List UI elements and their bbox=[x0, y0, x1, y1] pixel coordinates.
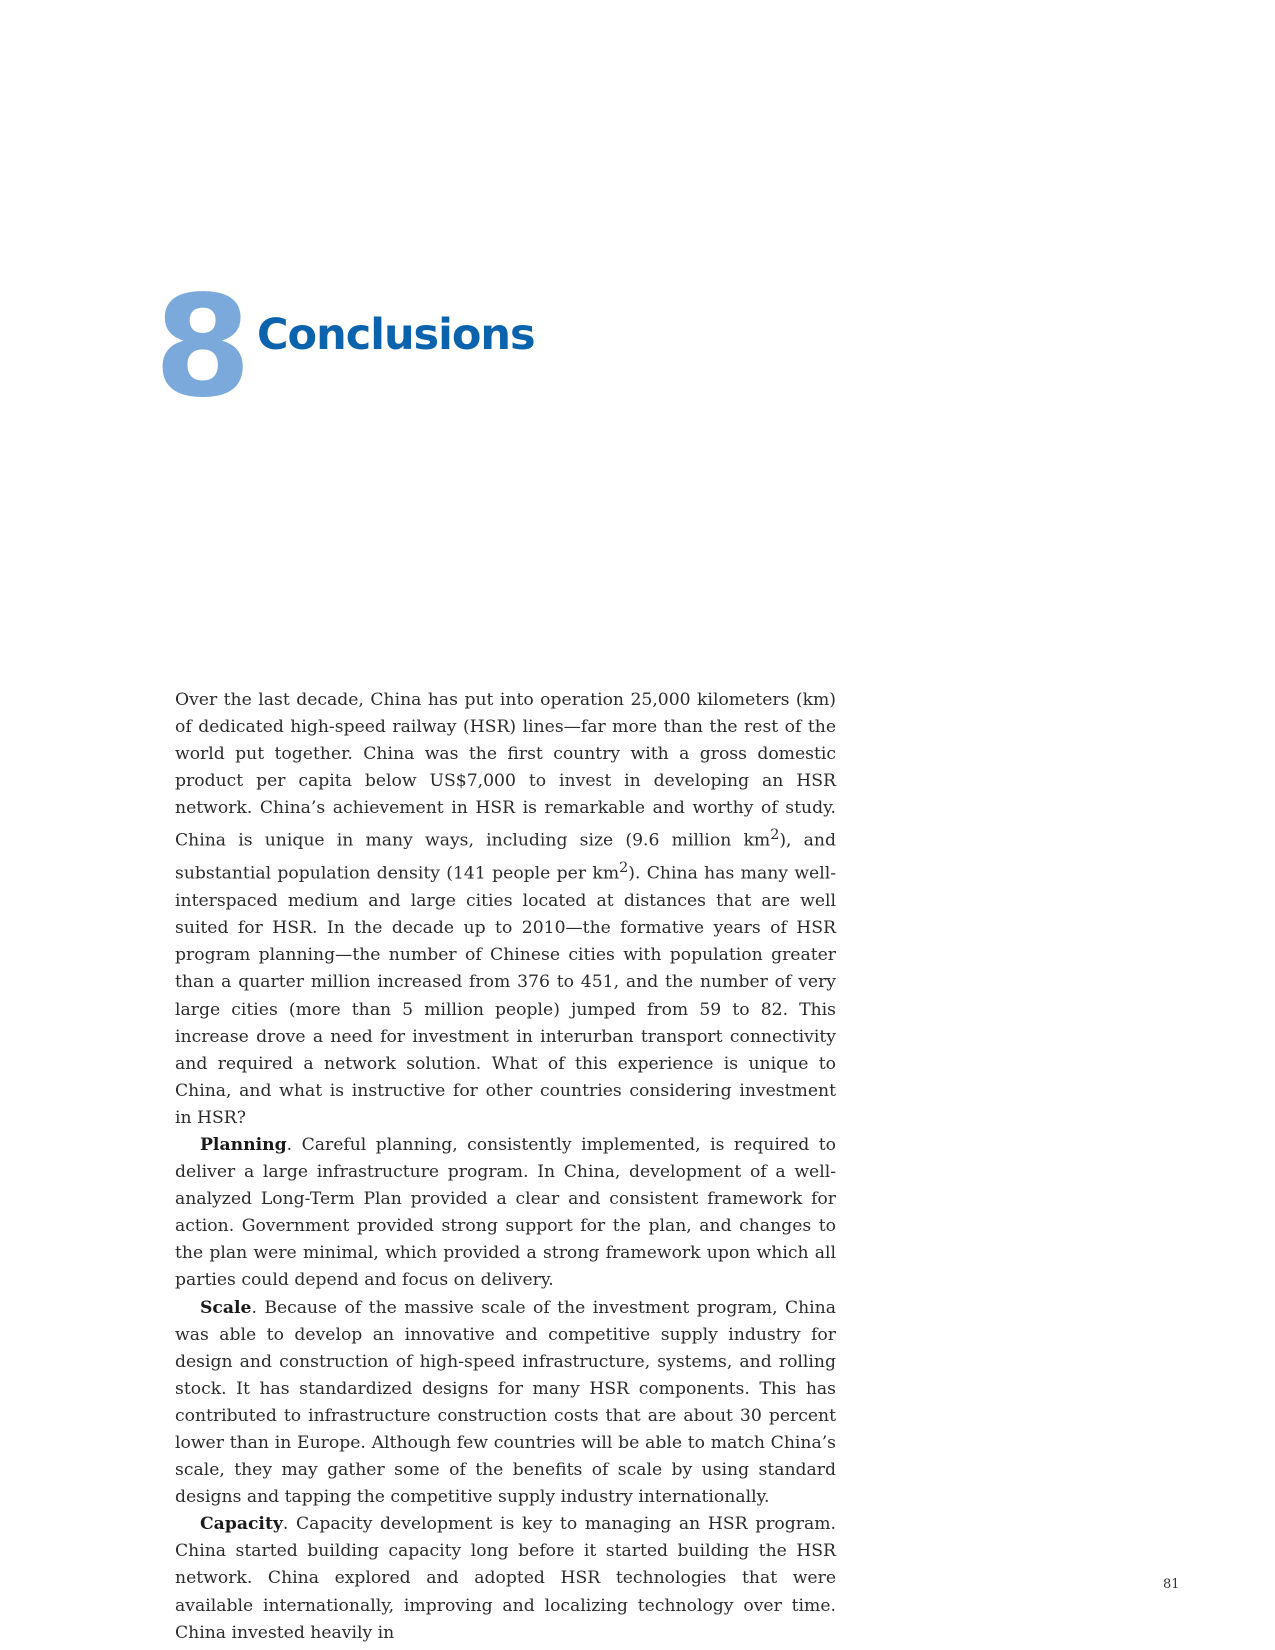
capacity-heading: Capacity bbox=[200, 1514, 283, 1535]
intro-text-part2: ), and substantial population density (141 people per km bbox=[175, 831, 836, 885]
planning-heading: Planning bbox=[200, 1134, 287, 1155]
scale-heading: Scale bbox=[200, 1297, 252, 1318]
superscript-2: 2 bbox=[770, 827, 780, 844]
intro-text-part1: Over the last decade, China has put into operation 25,000 kilometers (km) of dedicated high-speed railway (HSR) lines—far more than the rest of the world put together. China was the first country with a gross domestic product per capita below US$7,000 to invest in developing an HSR network. China’s achievement in HSR is remarkable and worthy of study. China is unique in many ways, including size (9.6 million km bbox=[175, 690, 836, 852]
intro-text-part3: ). China has many well-interspaced medium and large cities located at distances that are well suited for HSR. In the decade up to 2010—the formative years of HSR program planning—the number of Chinese cities with population greater than a quarter million increased from 376 to 451, and the number of very large cities (more than 5 million people) jumped from 59 to 82. This increase drove a need for investment in interurban transport connectivity and required a network solution. What of this experience is unique to China, and what is instructive for other countries considering investment in HSR? bbox=[175, 864, 836, 1128]
superscript-2: 2 bbox=[619, 860, 629, 877]
planning-paragraph bbox=[175, 1132, 836, 1295]
capacity-text: . Capacity development is key to managing an HSR program. China started building capacity long before it started building the HSR network. China explored and adopted HSR technologies that were available internationally, improving and localizing technology over time. China invested heavily in bbox=[175, 1514, 836, 1643]
page-number: 81 bbox=[1163, 1577, 1180, 1592]
capacity-paragraph bbox=[175, 1511, 836, 1646]
chapter-title: Conclusions bbox=[257, 310, 535, 360]
scale-text: . Because of the massive scale of the investment program, China was able to develop an innovative and competitive supply industry for design and construction of high-speed infrastructure, systems, and rolling stock. It has standardized designs for many HSR components. This has contributed to infrastructure construction costs that are about 30 percent lower than in Europe. Although few countries will be able to match China’s scale, they may gather some of the benefits of scale by using standard designs and tapping the competitive supply industry internationally. bbox=[175, 1297, 836, 1508]
scale-paragraph bbox=[175, 1295, 836, 1512]
planning-text: . Careful planning, consistently implemented, is required to deliver a large infrastructure program. In China, development of a well-analyzed Long-Term Plan provided a clear and consistent framework for action. Government provided strong support for the plan, and changes to the plan were minimal, which provided a strong framework upon which all parties could depend and focus on delivery. bbox=[175, 1134, 836, 1291]
intro-paragraph bbox=[175, 687, 836, 1132]
chapter-body bbox=[175, 687, 836, 1647]
chapter-number: 8 bbox=[154, 266, 250, 429]
